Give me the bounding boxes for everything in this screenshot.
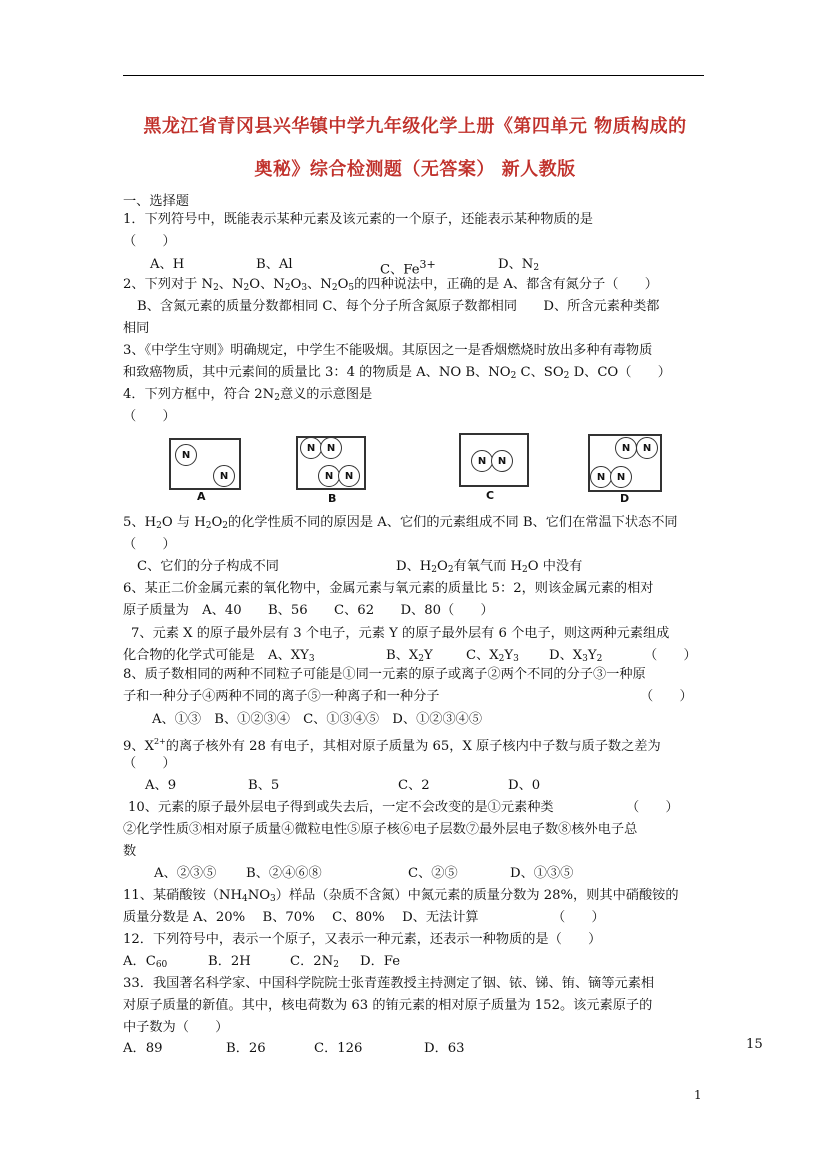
q7-option-c: C、$X_2Y_3$ xyxy=(466,648,519,664)
q6-line2: 原子质量为 A、40 B、56 C、62 D、80（ ） xyxy=(123,603,494,618)
q12-option-d: D．Fe xyxy=(360,954,400,969)
q33-option-b: B．26 xyxy=(226,1041,266,1056)
q5-stem: 5、$H_2O$ 与 $H_2O_2$的化学性质不同的原因是 A、它们的元素组成不同 B、它们在常温下状态不同 xyxy=(123,515,678,531)
nitrogen-atom-icon: N xyxy=(471,450,493,472)
q12-option-c: C．$2N_2$ xyxy=(290,954,339,970)
q10-option-c: C、②⑤ xyxy=(408,866,458,881)
q10-line2: ②化学性质③相对原子质量④微粒电性⑤原子核⑥电子层数⑦最外层电子数⑧核外电子总 xyxy=(123,822,638,837)
q5-option-c: C、它们的分子构成不同 xyxy=(137,559,279,574)
q7-stem: 7、元素 X 的原子最外层有 3 个电子，元素 Y 的原子最外层有 6 个电子，则这两种元素组成 xyxy=(131,626,670,641)
q12-option-a: A．$C_{60}$ xyxy=(123,954,168,970)
q33-line3: 中子数为（ ） xyxy=(123,1020,229,1035)
diagram-label-b: B xyxy=(328,492,337,505)
q33-option-c: C．126 xyxy=(314,1041,363,1056)
page-number: 1 xyxy=(694,1088,702,1102)
nitrogen-atom-icon: N xyxy=(615,437,637,459)
q1-stem: 1．下列符号中，既能表示某种元素及该元素的一个原子，还能表示某种物质的是 xyxy=(123,212,593,227)
q7-option-d: D、$X_3Y_2$ xyxy=(549,648,603,664)
q5-option-d: D、$H_2O_2$有氧气而 $H_2O$ 中没有 xyxy=(396,559,583,575)
q8-line2: 子和一种分子④两种不同的离子⑤一种离子和一种分子 xyxy=(123,689,440,704)
q8-stem: 8、质子数相同的两种不同粒子可能是①同一元素的原子或离子②两个不同的分子③一种原 xyxy=(123,667,646,682)
q2-stem: 2、下列对于 $N_2$、$N_2O$、$N_2O_3$、$N_2O_5$的四种说法中，正确的是 A、都含有氮分子（ ） xyxy=(123,277,658,293)
document-title-line2: 奥秘》综合检测题（无答案） 新人教版 xyxy=(254,159,576,180)
q10-stem: 10、元素的原子最外层电子得到或失去后，一定不会改变的是①元素种类 xyxy=(128,800,554,815)
q4-paren: （ ） xyxy=(123,409,176,424)
q3-line2: 和致癌物质，其中元素间的质量比 3：4 的物质是 A、NO B、$NO_2$ C、$SO_2$ D、CO（ ） xyxy=(123,365,671,381)
nitrogen-atom-icon: N xyxy=(338,465,360,487)
nitrogen-atom-icon: N xyxy=(491,450,513,472)
q10-option-a: A、②③⑤ xyxy=(154,866,217,881)
q6-stem: 6、某正二价金属元素的氧化物中，金属元素与氧元素的质量比 5：2，则该金属元素的相对 xyxy=(123,581,654,596)
q11-stem: 11、某硝酸铵$(NH_4NO_3)$样品（杂质不含氮）中氮元素的质量分数为 28%，则其中硝酸铵的 xyxy=(123,888,679,904)
q9-option-a: A、9 xyxy=(145,778,177,793)
q33-line2: 对原子质量的新值。其中，核电荷数为 63 的铕元素的相对原子质量为 152。该元素原子的 xyxy=(123,998,653,1013)
q1-paren: （ ） xyxy=(123,234,176,249)
q10-line3: 数 xyxy=(123,844,137,859)
q33-option-d: D．63 xyxy=(424,1041,465,1056)
q7-paren: （ ） xyxy=(644,648,697,663)
nitrogen-atom-icon: N xyxy=(318,465,340,487)
q11-paren: （ ） xyxy=(552,910,605,925)
margin-number: 15 xyxy=(746,1037,763,1052)
section-heading: 一、选择题 xyxy=(123,194,189,209)
q10-option-d: D、①③⑤ xyxy=(510,866,574,881)
header-rule xyxy=(123,75,704,76)
q1-option-a: A、H xyxy=(150,257,185,272)
q33-stem: 33．我国著名科学家、中国科学院院士张青莲教授主持测定了铟、铱、锑、铕、镝等元素相 xyxy=(123,976,655,991)
q3-stem: 3、《中学生守则》明确规定，中学生不能吸烟。其原因之一是香烟燃烧时放出多种有毒物质 xyxy=(123,343,653,358)
q9-option-d: D、0 xyxy=(508,778,541,793)
nitrogen-atom-icon: N xyxy=(300,437,322,459)
nitrogen-atom-icon: N xyxy=(213,465,235,487)
q10-paren: （ ） xyxy=(626,800,679,815)
diagram-label-c: C xyxy=(486,489,495,502)
q9-option-c: C、2 xyxy=(398,778,430,793)
diagram-label-d: D xyxy=(620,492,630,505)
nitrogen-atom-icon: N xyxy=(320,437,342,459)
q1-option-b: B、Al xyxy=(256,257,293,272)
q8-paren: （ ） xyxy=(640,689,693,704)
nitrogen-atom-icon: N xyxy=(590,466,612,488)
document-title-line1: 黑龙江省青冈县兴华镇中学九年级化学上册《第四单元 物质构成的 xyxy=(143,116,687,137)
q7-line2: 化合物的化学式可能是 A、$XY_3$ xyxy=(123,648,315,664)
q7-option-b: B、$X_2Y$ xyxy=(386,648,433,664)
nitrogen-atom-icon: N xyxy=(636,437,658,459)
q1-option-c: C、$Fe^{3+}$ xyxy=(380,258,436,278)
q12-option-b: B．2H xyxy=(208,954,251,969)
q8-options: A、①③ B、①②③④ C、①③④⑤ D、①②③④⑤ xyxy=(152,712,483,727)
q10-option-b: B、②④⑥⑧ xyxy=(246,866,322,881)
diagram-label-a: A xyxy=(197,490,206,503)
q2-line2: B、含氮元素的质量分数都相同 C、每个分子所含氮原子数都相同 D、所含元素种类都 xyxy=(137,299,660,314)
q9-paren: （ ） xyxy=(123,756,176,771)
nitrogen-atom-icon: N xyxy=(610,466,632,488)
q2-line3: 相同 xyxy=(123,321,150,336)
q9-stem: 9、$X^{2+}$的离子核外有 28 有电子，其相对原子质量为 65，X 原子核内中子数与质子数之差为 xyxy=(123,737,661,754)
nitrogen-atom-icon: N xyxy=(175,444,197,466)
q33-option-a: A．89 xyxy=(123,1041,163,1056)
q12-stem: 12．下列符号中，表示一个原子，又表示一种元素，还表示一种物质的是（ ） xyxy=(123,932,602,947)
q4-stem: 4．下列方框中，符合 $2N_2$意义的示意图是 xyxy=(123,387,373,403)
q9-option-b: B、5 xyxy=(248,778,280,793)
q1-option-d: D、$N_2$ xyxy=(498,257,540,273)
q11-line2: 质量分数是 A、20% B、70% C、80% D、无法计算 xyxy=(123,910,479,925)
q5-paren: （ ） xyxy=(123,537,176,552)
